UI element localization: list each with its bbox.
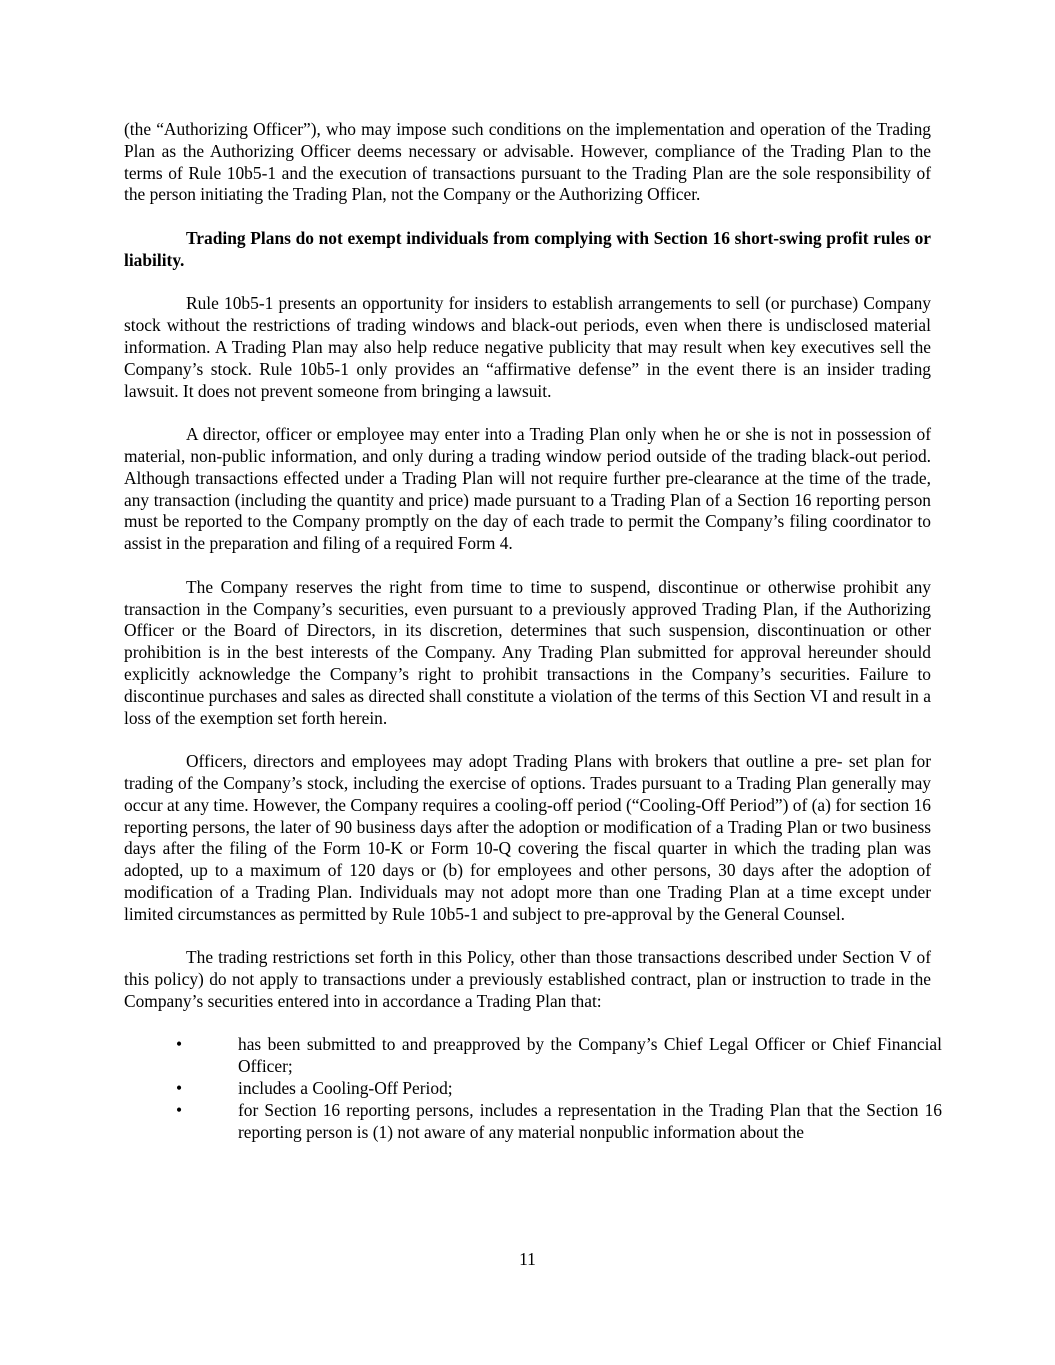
document-page [124, 119, 942, 1143]
list-item-text: includes a Cooling-Off Period; [238, 1078, 453, 1099]
list-item [124, 1034, 942, 1078]
bullet-icon: • [176, 1078, 183, 1099]
paragraph-entering-trading-plan: A director, officer or employee may enter into a Trading Plan only when he or she is not in possession of material, non-public information, and only during a trading window period outside of the trading black-out period. Although transactions effected under a Trading Plan will not require further pre-clearance at the time of the trade, any transaction (including the quantity and price) made pursuant to a Trading Plan of a Section 16 reporting person must be reported to the Company promptly on the day of each trade to permit the Company’s filing coordinator to assist in the preparation and filing of a required Form 4. [124, 424, 931, 554]
paragraph-cooling-off-period: Officers, directors and employees may adopt Trading Plans with brokers that outline a pre- set plan for trading of the Company’s stock, including the exercise of options. Trades pursuant to a Trading Plan generally may occur at any time. However, the Company requires a cooling-off period (“Cooling-Off Period”) of (a) for section 16 reporting persons, the later of 90 business days after the adoption or modification of a Trading Plan or two business days after the filing of the Form 10-K or Form 10-Q covering the fiscal quarter in which the trading plan was adopted, up to a maximum of 120 days or (b) for employees and other persons, 30 days after the adoption of modification of a Trading Plan. Individuals may not adopt more than one Trading Plan at a time except under limited circumstances as permitted by Rule 10b5-1 and subject to pre-approval by the General Counsel. [124, 751, 931, 924]
bullet-icon: • [176, 1034, 183, 1055]
paragraph-section16-heading: Trading Plans do not exempt individuals from complying with Section 16 short-swing profit rules or liability. [124, 227, 931, 270]
trading-plan-requirements-list [124, 1034, 942, 1143]
list-item-text: for Section 16 reporting persons, includes a representation in the Trading Plan that the Section 16 reporting person is (1) not aware of any material nonpublic information about the [238, 1099, 942, 1142]
list-item [124, 1100, 942, 1144]
paragraph-trading-restrictions: The trading restrictions set forth in this Policy, other than those transactions described under Section V of this policy) do not apply to transactions under a previously established contract, plan or instruction to trade in the Company’s securities entered into in accordance a Trading Plan that: [124, 947, 931, 1011]
paragraph-rule-10b5-1: Rule 10b5-1 presents an opportunity for insiders to establish arrangements to sell (or purchase) Company stock without the restrictions of trading windows and black-out periods, even when there is undisclosed material information. A Trading Plan may also help reduce negative publicity that may result when key executives sell the Company’s stock. Rule 10b5-1 only provides an “affirmative defense” in the event there is an insider trading lawsuit. It does not prevent someone from bringing a lawsuit. [124, 293, 931, 401]
list-item-text: has been submitted to and preapproved by the Company’s Chief Legal Officer or Chief Financial Officer; [238, 1034, 942, 1077]
paragraph-company-reserves-right: The Company reserves the right from time to time to suspend, discontinue or otherwise prohibit any transaction in the Company’s securities, even pursuant to a previously approved Trading Plan, if the Authorizing Officer or the Board of Directors, in its discretion, determines that such suspension, discontinuation or other prohibition is in the best interests of the Company. Any Trading Plan submitted for approval hereunder should explicitly acknowledge the Company’s right to prohibit transactions in the Company’s securities. Failure to discontinue purchases and sales as directed shall constitute a violation of the terms of this Section VI and result in a loss of the exemption set forth herein. [124, 576, 931, 728]
paragraph-authorizing-officer: (the “Authorizing Officer”), who may impose such conditions on the implementation and operation of the Trading Plan as the Authorizing Officer deems necessary or advisable. However, compliance of the Trading Plan to the terms of Rule 10b5-1 and the execution of transactions pursuant to the Trading Plan are the sole responsibility of the person initiating the Trading Plan, not the Company or the Authorizing Officer. [124, 119, 931, 205]
page-number: 11 [519, 1249, 536, 1269]
bullet-icon: • [176, 1099, 183, 1120]
list-item [124, 1078, 942, 1100]
